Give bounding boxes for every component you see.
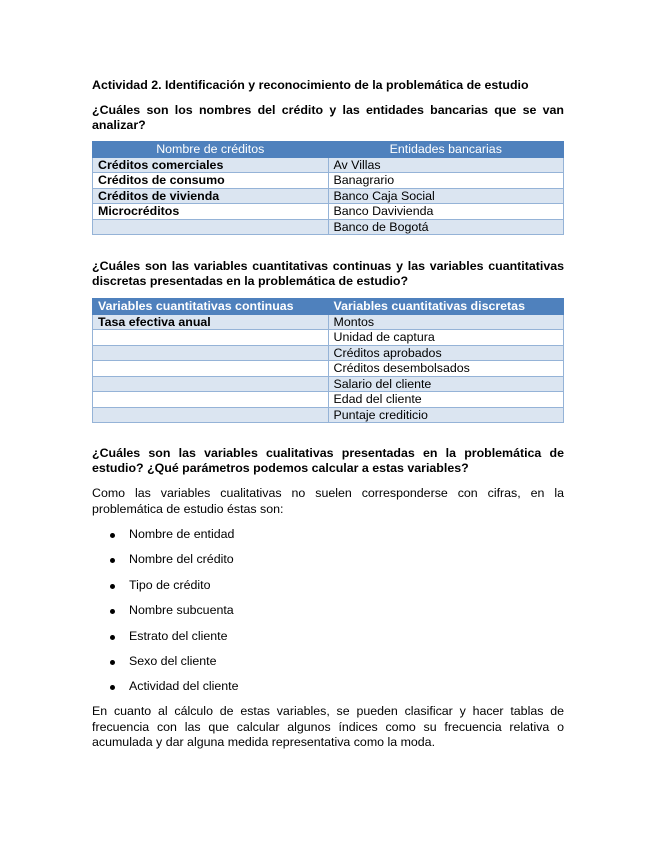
question-3-line-1: ¿Cuáles son las variables cualitativas presentadas en la problemática de: [92, 446, 564, 460]
table-row: [93, 314, 564, 330]
table-cell-left: Créditos de consumo: [93, 173, 329, 189]
table-cell-left: [93, 376, 329, 392]
activity-heading: Actividad 2. Identificación y reconocimiento de la problemática de estudio: [92, 78, 529, 92]
paragraph-1-line-1: Como las variables cualitativas no suelen corresponderse con cifras, en la: [92, 486, 564, 500]
table-cell-right: Puntaje crediticio: [328, 407, 564, 423]
list-item-label: Estrato del cliente: [129, 628, 228, 643]
table-cell-left: [93, 407, 329, 423]
bullet-icon: [110, 635, 115, 640]
table-cell-left: Créditos de vivienda: [93, 188, 329, 204]
quantitative-variables-table: [92, 298, 564, 423]
table-cell-left: Microcréditos: [93, 204, 329, 220]
table-cell-left: Créditos comerciales: [93, 157, 329, 173]
credits-table-body: [93, 157, 564, 235]
list-item-label: Nombre de entidad: [129, 527, 235, 541]
table-cell-right: Edad del cliente: [328, 392, 564, 408]
bullet-icon: [110, 584, 115, 589]
table-row: [93, 392, 564, 408]
qualitative-variables-list: [110, 527, 239, 705]
question-1-line-2: analizar?: [92, 118, 146, 132]
paragraph-qualitative-intro: [92, 486, 564, 517]
bullet-icon: [110, 533, 115, 538]
table-cell-left: Tasa efectiva anual: [93, 314, 329, 330]
question-2-line-1: ¿Cuáles son las variables cuantitativas continuas y las variables cuantitativas: [92, 259, 564, 273]
bullet-icon: [110, 558, 115, 563]
table-row: [93, 219, 564, 235]
list-item: [110, 629, 239, 654]
table-header-row: [93, 142, 564, 158]
list-item-label: Nombre subcuenta: [129, 603, 234, 618]
credits-banks-table: [92, 141, 564, 235]
list-item-label: Nombre del crédito: [129, 552, 234, 567]
table-cell-right: Créditos aprobados: [328, 345, 564, 361]
table-cell-right: Salario del cliente: [328, 376, 564, 392]
paragraph-2-line-2: frecuencia con las que calcular algunos índices como su frecuencia relativa o: [92, 719, 564, 734]
list-item-label: Actividad del cliente: [129, 679, 239, 694]
column-header-credits: Nombre de créditos: [93, 142, 329, 158]
paragraph-calculation: [92, 704, 564, 751]
table-cell-right: Banco de Bogotá: [328, 219, 564, 235]
table-cell-left: [93, 330, 329, 346]
table-cell-right: Banagrario: [328, 173, 564, 189]
table-cell-right: Av Villas: [328, 157, 564, 173]
paragraph-2-line-1: En cuanto al cálculo de estas variables, se pueden clasificar y hacer tablas de: [92, 704, 564, 718]
list-item-label: Tipo de crédito: [129, 577, 211, 592]
list-item: [110, 654, 239, 679]
table-row: [93, 330, 564, 346]
list-item: [110, 578, 239, 603]
table-row: [93, 204, 564, 220]
table-cell-left: [93, 361, 329, 377]
table-cell-right: Banco Davivienda: [328, 204, 564, 220]
list-item: [110, 679, 239, 704]
column-header-banks: Entidades bancarias: [328, 142, 564, 158]
table-cell-left: [93, 219, 329, 235]
bullet-icon: [110, 609, 115, 614]
column-header-continuous: Variables cuantitativas continuas: [93, 299, 329, 315]
table-cell-right: Unidad de captura: [328, 330, 564, 346]
table-row: [93, 188, 564, 204]
list-item: [110, 603, 239, 628]
bullet-icon: [110, 685, 115, 690]
table-row: [93, 407, 564, 423]
question-2-line-2: discretas presentadas en la problemática de estudio?: [92, 274, 409, 288]
list-item: [110, 552, 239, 577]
table-cell-right: Créditos desembolsados: [328, 361, 564, 377]
question-3: [92, 446, 564, 476]
paragraph-1-line-2: problemática de estudio éstas son:: [92, 501, 284, 516]
table-cell-right: Montos: [328, 314, 564, 330]
variables-table-wrapper: [92, 298, 564, 423]
table-row: [93, 345, 564, 361]
credits-table-wrapper: [92, 141, 564, 235]
column-header-discrete: Variables cuantitativas discretas: [328, 299, 564, 315]
question-3-line-2: estudio? ¿Qué parámetros podemos calcular a estas variables?: [92, 461, 469, 475]
table-row: [93, 361, 564, 377]
question-1-line-1: ¿Cuáles son los nombres del crédito y las entidades bancarias que se van: [92, 103, 564, 117]
bullet-icon: [110, 660, 115, 665]
table-row: [93, 173, 564, 189]
table-row: [93, 376, 564, 392]
question-1: [92, 103, 564, 133]
table-row: [93, 157, 564, 173]
paragraph-2-line-3: acumulada y dar alguna medida representativa como la moda.: [92, 735, 436, 749]
table-cell-left: [93, 392, 329, 408]
list-item: [110, 527, 239, 552]
variables-table-body: [93, 314, 564, 423]
list-item-label: Sexo del cliente: [129, 653, 217, 668]
table-cell-right: Banco Caja Social: [328, 188, 564, 204]
question-2: [92, 259, 564, 289]
table-header-row: [93, 299, 564, 315]
table-cell-left: [93, 345, 329, 361]
